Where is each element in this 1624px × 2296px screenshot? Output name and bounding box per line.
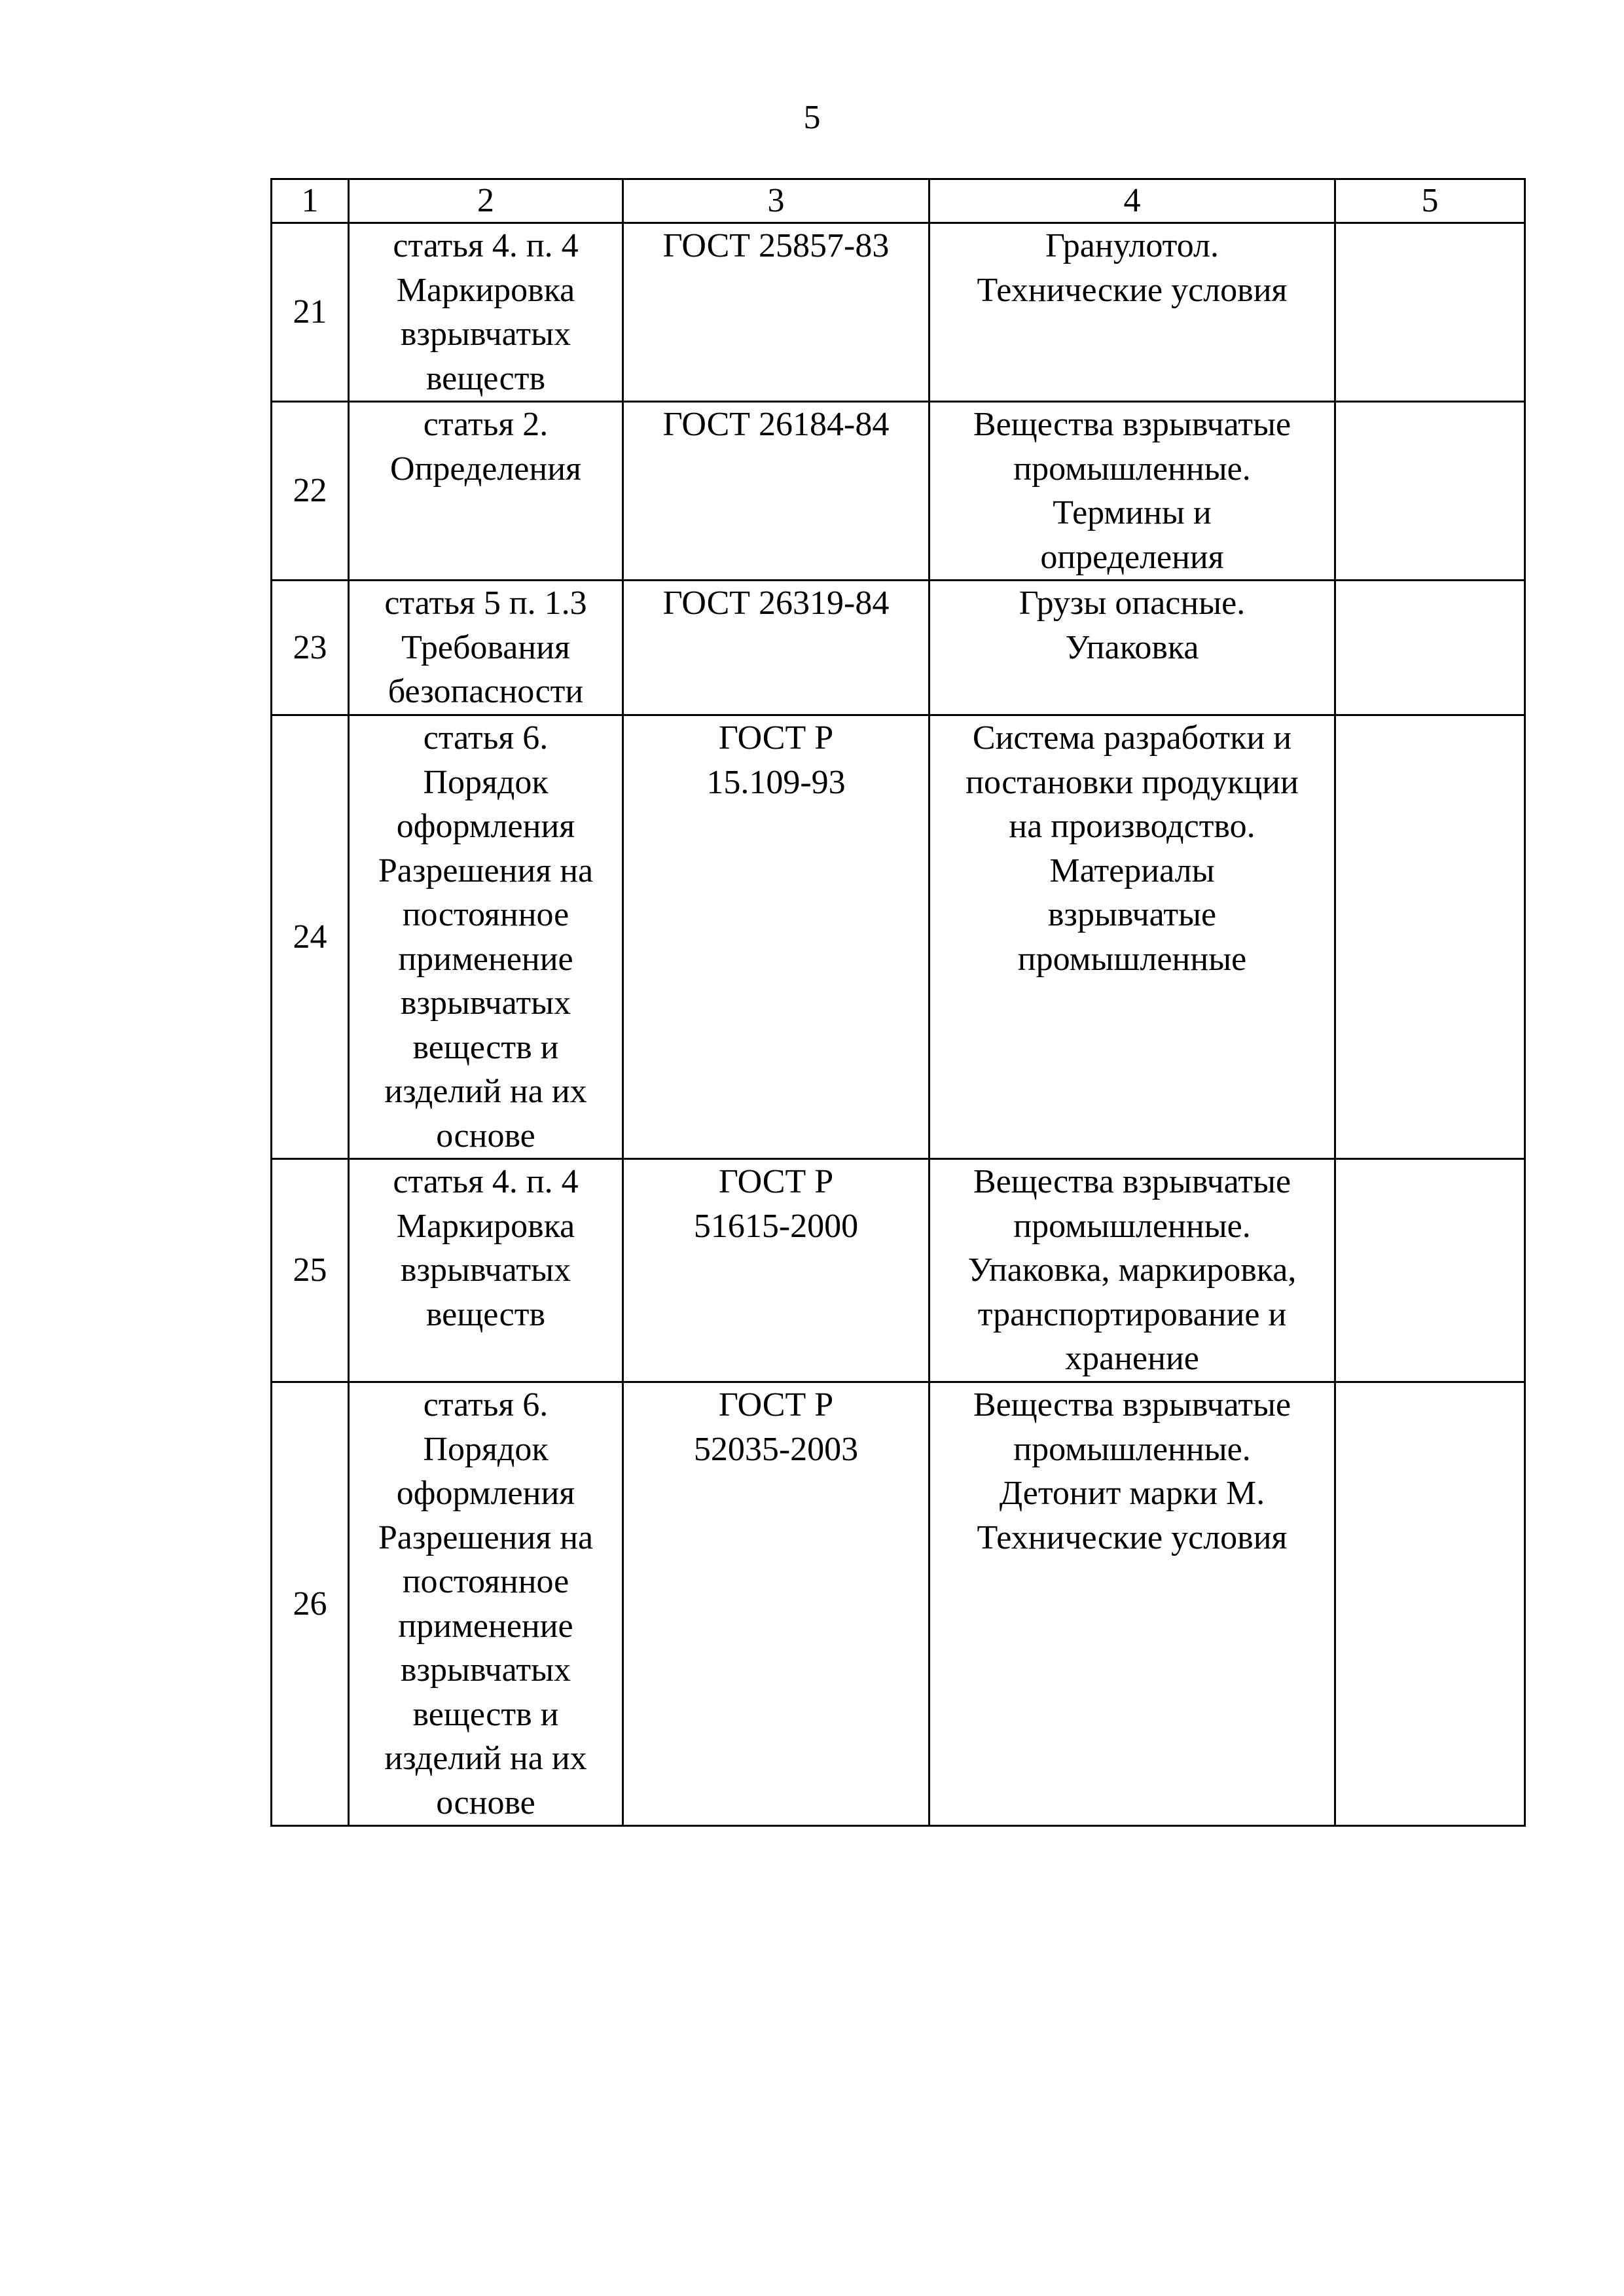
standard-text: ГОСТ Р 52035-2003 [693,1386,859,1468]
article-text: статья 4. п. 4 Маркировка взрывчатых веществ [393,227,579,397]
row-number: 21 [272,223,349,402]
standard-text: ГОСТ 25857-83 [662,227,890,264]
article-cell [349,1382,623,1826]
row-number: 26 [272,1382,349,1826]
standard-cell [623,715,929,1159]
standard-text: ГОСТ 26184-84 [662,406,890,443]
standard-text: ГОСТ 26319-84 [662,584,890,622]
title-cell [929,402,1335,581]
note-cell [1335,581,1525,715]
article-cell [349,715,623,1159]
standard-cell [623,223,929,402]
note-cell [1335,1382,1525,1826]
column-header-4: 4 [929,179,1335,223]
table-row [272,1382,1525,1826]
article-text: статья 6. Порядок оформления Разрешения на постоянное применение взрывчатых веществ и изделий на их основе [378,719,594,1155]
standard-cell [623,1159,929,1382]
article-cell [349,581,623,715]
title-text: Грузы опасные. Упаковка [1019,584,1246,666]
title-text: Вещества взрывчатые промышленные. Упаковка, маркировка, транспортирование и хранение [967,1163,1297,1377]
title-cell [929,223,1335,402]
title-cell [929,715,1335,1159]
table-header-row [272,179,1525,223]
note-cell [1335,1159,1525,1382]
note-cell [1335,715,1525,1159]
title-text: Вещества взрывчатые промышленные. Термины и определения [973,406,1291,576]
table-row [272,581,1525,715]
note-cell [1335,223,1525,402]
title-text: Система разработки и постановки продукции на производство. Материалы взрывчатые промышленные [965,719,1299,978]
title-cell [929,581,1335,715]
column-header-5: 5 [1335,179,1525,223]
article-text: статья 5 п. 1.3 Требования безопасности [384,584,587,710]
article-cell [349,402,623,581]
standard-text: ГОСТ Р 51615-2000 [693,1163,859,1245]
article-text: статья 4. п. 4 Маркировка взрывчатых веществ [393,1163,579,1333]
row-number: 23 [272,581,349,715]
column-header-2: 2 [349,179,623,223]
title-cell [929,1159,1335,1382]
article-text: статья 6. Порядок оформления Разрешения на постоянное применение взрывчатых веществ и изделий на их основе [378,1386,594,1821]
row-number: 25 [272,1159,349,1382]
title-cell [929,1382,1335,1826]
standard-cell [623,581,929,715]
table-row [272,402,1525,581]
article-cell [349,223,623,402]
page-number: 5 [803,99,821,136]
row-number: 24 [272,715,349,1159]
table-row [272,1159,1525,1382]
column-header-1: 1 [272,179,349,223]
table-row [272,223,1525,402]
column-header-3: 3 [623,179,929,223]
title-text: Гранулотол. Технические условия [977,227,1288,309]
title-text: Вещества взрывчатые промышленные. Детонит марки М. Технические условия [973,1386,1291,1556]
table-row [272,715,1525,1159]
note-cell [1335,402,1525,581]
article-cell [349,1159,623,1382]
article-text: статья 2. Определения [390,406,581,488]
standard-cell [623,1382,929,1826]
standard-cell [623,402,929,581]
standards-table [270,178,1526,1827]
row-number: 22 [272,402,349,581]
standard-text: ГОСТ Р 15.109-93 [706,719,846,801]
